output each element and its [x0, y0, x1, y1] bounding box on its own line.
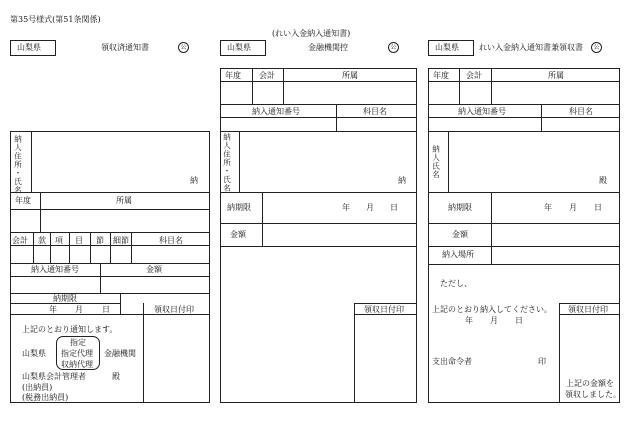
cashier-label: (出納員)	[22, 383, 53, 392]
due-year-unit: 年	[49, 305, 57, 314]
acct-col-moku: 目	[75, 236, 83, 245]
rule-vertical	[110, 232, 111, 263]
public-seal-icon-2: 公	[388, 42, 399, 53]
payment-officer-label: 支出命令者	[432, 357, 472, 366]
amount-label-3: 金額	[452, 230, 468, 239]
subject-label-2: 科目名	[363, 107, 387, 116]
rule-horizontal	[220, 246, 417, 247]
year-label-2: 年度	[225, 71, 241, 80]
rule-vertical	[459, 68, 460, 104]
notice-number-label-2: 納入通知番号	[252, 107, 300, 116]
due-year-unit-3: 年	[544, 203, 552, 212]
rule-vertical	[239, 131, 240, 192]
accountant-label: 山梨県会計管理者	[22, 372, 86, 381]
amount-label: 金額	[146, 265, 162, 274]
public-seal-icon-3: 公	[591, 42, 602, 53]
payer-address-name-label-2: 納人住所・氏名	[222, 133, 232, 193]
form-title: (れい入金納入通知書)	[272, 29, 351, 38]
account-label-2: 会計	[259, 71, 275, 80]
rule-horizontal	[559, 303, 620, 304]
rule-vertical	[69, 232, 70, 263]
notice-receipt-title: れい入金納入通知書兼領収書	[479, 43, 583, 52]
issue-day-unit: 日	[515, 316, 523, 325]
rule-horizontal	[10, 276, 210, 277]
year-label-3: 年度	[433, 71, 449, 80]
dept-label-3: 所属	[548, 71, 564, 80]
seal-mark-label: 印	[538, 357, 546, 366]
acct-col-subject: 科目名	[159, 236, 183, 245]
rule-horizontal	[428, 192, 620, 193]
payer-name-label: 納人氏名	[431, 145, 441, 179]
receipt-notice-title: 領収済通知書	[101, 43, 149, 52]
due-label-2: 納期限	[227, 203, 251, 212]
rule-horizontal	[143, 314, 210, 315]
bank-copy-frame	[220, 68, 417, 403]
subject-label-3: 科目名	[569, 107, 593, 116]
rule-horizontal	[10, 209, 210, 210]
rule-horizontal	[220, 104, 417, 105]
received-stamp-label-3: 領収日付印	[568, 305, 608, 314]
prefecture-label-3: 山梨県	[435, 43, 459, 52]
rule-horizontal	[428, 117, 620, 118]
rule-vertical	[262, 192, 263, 246]
pay-request-text: 上記のとおり納入してください。	[432, 305, 552, 314]
tax-cashier-label: (税務出納員)	[22, 393, 69, 402]
due-day-unit: 日	[102, 305, 110, 314]
institution-label: 金融機関	[104, 349, 136, 358]
due-month-unit-3: 月	[569, 203, 577, 212]
agent-designated-proxy: 指定代理	[61, 349, 93, 358]
public-seal-icon: 公	[178, 42, 189, 53]
due-label: 納期限	[53, 294, 77, 303]
acct-col-setsu: 節	[96, 236, 104, 245]
rule-horizontal	[428, 131, 620, 132]
rule-horizontal	[428, 264, 620, 265]
dept-label-2: 所属	[342, 71, 358, 80]
rule-vertical	[354, 303, 355, 403]
nou-char: 納	[190, 176, 198, 185]
rule-vertical	[143, 303, 144, 403]
dept-label: 所属	[116, 196, 132, 205]
due-month-unit-2: 月	[366, 203, 374, 212]
rule-vertical	[33, 232, 34, 263]
rule-vertical	[131, 232, 132, 263]
year-label: 年度	[15, 196, 31, 205]
issuer-prefecture: 山梨県	[22, 349, 46, 358]
due-year-unit-2: 年	[342, 203, 350, 212]
rule-vertical	[252, 68, 253, 104]
payer-address-name-label: 納人住所・氏名	[13, 135, 23, 195]
nou-char-2: 納	[398, 176, 406, 185]
due-day-unit-3: 日	[594, 203, 602, 212]
rule-vertical	[491, 192, 492, 264]
issue-year-unit: 年	[465, 316, 473, 325]
tadashi-text: ただし、	[440, 279, 472, 288]
form-number: 第35号様式(第51条関係)	[10, 15, 101, 24]
rule-horizontal	[559, 314, 620, 315]
rule-vertical	[283, 68, 284, 104]
rule-horizontal	[10, 293, 210, 294]
rule-horizontal	[428, 81, 620, 82]
dono-label: 殿	[112, 372, 120, 381]
rule-horizontal	[220, 131, 417, 132]
due-label-3: 納期限	[448, 203, 472, 212]
due-day-unit-2: 日	[390, 203, 398, 212]
place-label: 納入場所	[442, 250, 474, 259]
rule-vertical	[40, 192, 41, 232]
rule-horizontal	[220, 81, 417, 82]
acct-col-kan: 款	[38, 236, 46, 245]
due-month-unit: 月	[75, 305, 83, 314]
rule-vertical	[559, 303, 560, 403]
rule-horizontal	[220, 117, 417, 118]
prefecture-label-2: 山梨県	[227, 43, 251, 52]
acct-col-saisetsu: 細節	[113, 236, 129, 245]
notice-text: 上記のとおり通知します。	[22, 325, 118, 334]
rule-vertical	[100, 263, 101, 293]
agent-designated: 指定	[70, 338, 86, 347]
rule-vertical	[90, 232, 91, 263]
received-text-1: 上記の金額を	[566, 379, 614, 388]
rule-horizontal	[428, 246, 620, 247]
rule-vertical	[491, 68, 492, 104]
rule-horizontal	[10, 303, 120, 304]
bank-copy-title: 金融機関控	[308, 43, 348, 52]
prefecture-label: 山梨県	[17, 43, 41, 52]
received-stamp-label: 領収日付印	[154, 305, 194, 314]
rule-horizontal	[10, 263, 210, 264]
rule-vertical	[50, 232, 51, 263]
rule-vertical	[448, 131, 449, 192]
rule-vertical	[120, 293, 121, 314]
acct-col-kou: 項	[55, 236, 63, 245]
acct-col-kaikei: 会計	[12, 236, 28, 245]
issue-month-unit: 月	[490, 316, 498, 325]
amount-label-2: 金額	[230, 230, 246, 239]
notice-number-label: 納入通知番号	[31, 265, 79, 274]
rule-horizontal	[354, 303, 417, 304]
rule-vertical	[31, 131, 32, 192]
rule-horizontal	[10, 245, 210, 246]
rule-horizontal	[220, 192, 417, 193]
rule-horizontal	[220, 223, 417, 224]
rule-horizontal	[10, 314, 143, 315]
received-text-2: 領収しました。	[565, 390, 621, 399]
rule-horizontal	[428, 223, 620, 224]
account-label-3: 会計	[466, 71, 482, 80]
dono-label-3: 殿	[599, 176, 607, 185]
rule-horizontal	[428, 104, 620, 105]
received-stamp-label-2: 領収日付印	[364, 305, 404, 314]
rule-horizontal	[354, 314, 417, 315]
agent-collection-proxy: 収納代理	[61, 360, 93, 369]
notice-number-label-3: 納入通知番号	[458, 107, 506, 116]
